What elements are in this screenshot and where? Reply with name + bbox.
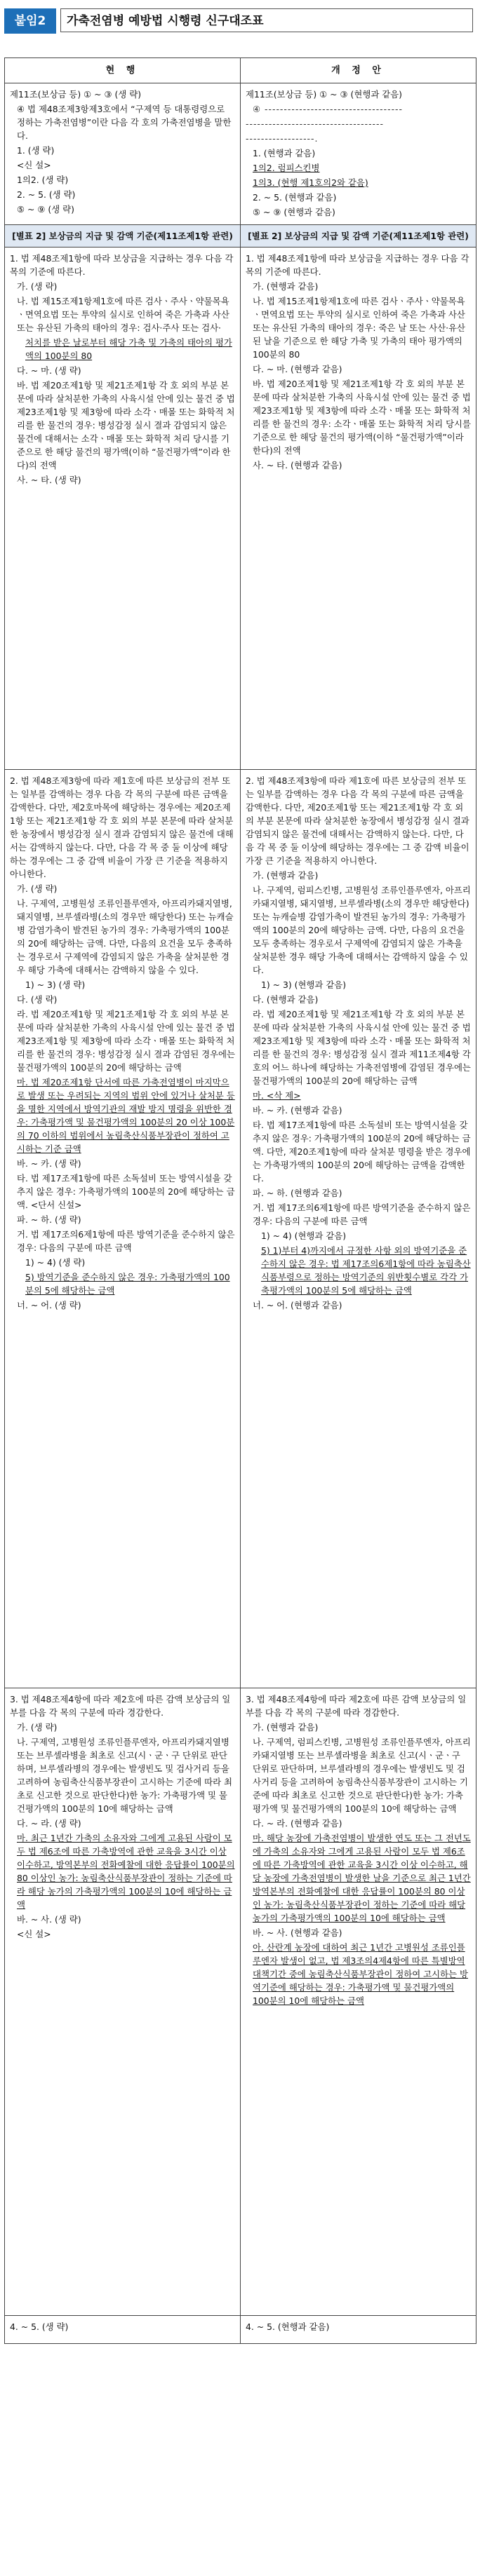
section-header-row [5,225,476,248]
list-item: 다. (현행과 같음) [253,994,319,1005]
list-item: 2. 법 제48조제3항에 따라 제1호에 따른 보상금의 전부 또는 일부를 감액하는 경우 다음 각 목의 구분에 따른 금액을 감액한다. 다만, 제20조제1항 또는 제21조제1항 각 호 외의 부분 본문에 따라 살처분한 농장에서 병성감정 실시 결과 감염되지 않은 물건에 대해서는 감액하지 않는다. 다만, 다음 각 목 중 둘 이상에 해당하는 경우에는 그 중 감액 비율이 가장 큰 기준을 적용하지 아니한다. [246,775,469,866]
paragraph-continuation: ------------------------------------ [246,118,384,129]
list-item: 나. 법 제15조제1항제1호에 따른 검사ㆍ주사ㆍ약물목욕ㆍ면역요법 또는 투약의 실시로 인하여 죽은 가축과 사산 또는 유산된 가축의 태아의 경우: 죽은 날 또는 사산·유산된 날을 기준으로 한 해당 가축 및 가축의 태아 평가액의 100분의 80 [253,296,465,360]
paragraph-continuation: ------------------. [246,133,319,144]
list-item: 사. ~ 타. (생 략) [17,475,81,485]
list-item: 마. 법 제20조제1항 단서에 따른 가축전염병이 마지막으로 발생 또는 우려되는 지역의 범위 안에 있거나 살처분 등을 명한 지역에서 방역기관의 재발 방지 명령을 위반한 경우: 가축평가액 및 물건평가액의 100분의 20 이상 100분의 70 이하의 범위에서 농림축산식품부장관이 정하여 고시하는 기준 금액 [17,1077,235,1154]
item: 1. (생 략) [17,145,55,156]
list-item: 아. 산란계 농장에 대하여 최근 1년간 고병원성 조류인플루엔자 발생이 없고, 법 제3조의4제4항에 따른 특별방역대책기간 중에 농림축산식품부장관이 정하여 고시하는 방역기준에 해당하는 경우: 가축평가액 및 물건평가액의 100분의 10에 해당하는 금액 [253,1942,468,2006]
revised-cell [241,1688,476,2316]
item: 2. ~ 5. (생 략) [17,189,76,200]
attachment-tag: 붙임2 [4,8,56,34]
table-row [5,770,476,1688]
list-item: 다. ~ 마. (생 략) [17,365,81,376]
current-cell [5,2316,241,2344]
list-item: 나. 구제역, 럼피스킨병, 고병원성 조류인플루엔자, 아프리카돼지열병, 돼지열병, 브루셀라병(소의 경우만 해당한다) 또는 뉴캐슬병 감염가축이 발견된 농가의 경우: 가축평가액의 100분의 20에 해당하는 금액. 다만, 다음의 요건을 모두 충족하는 경우로서 구제역에 감염되지 않은 가축을 살처분한 경우 해당 가축에 대해서는 감액하지 않을 수 있다. [253,885,471,975]
current-cell [5,83,241,225]
list-item: 가. (현행과 같음) [253,281,319,292]
document-title: 가축전염병 예방법 시행령 신구대조표 [60,8,473,32]
list-item: 나. 구제역, 고병원성 조류인플루엔자, 아프리카돼지열병, 돼지열병, 브루셀라병(소의 경우만 해당한다) 또는 뉴캐슬병 감염가축이 발견된 농가의 경우: 가축평가액의 100분의 20에 해당하는 금액. 다만, 다음의 요건을 모두 충족하는 경우로서 구제역에 감염되지 않은 가축을 살처분한 경우 해당 가축에 대해서는 감액하지 않을 수 있다. [17,898,234,975]
list-item: 5) 1)부터 4)까지에서 규정한 사항 외의 방역기준을 준수하지 않은 경우: 법 제17조의6제1항에 따라 농림축산식품부령으로 정하는 방역기준의 위반횟수별로 각각 가축평가액의 100분의 5에 해당하는 금액 [261,1245,471,1296]
list-item: 사. ~ 타. (현행과 같음) [253,460,342,470]
list-item: 라. 법 제20조제1항 및 제21조제1항 각 호 외의 부분 본문에 따라 살처분한 가축의 사육시설 안에 있는 물건 중 법 제23조제1항 및 제3항에 따라 소각ㆍ매몰 또는 화학적 처리를 한 물건의 경우: 병성감정 실시 결과 감염된 경우에는 물건평가액의 100분의 20에 해당하는 금액 [17,1009,235,1073]
current-cell [5,770,241,1688]
list-item: 바. ~ 카. (생 략) [17,1158,81,1169]
item: 1의2. (생 략) [17,175,69,185]
table-row [5,2316,476,2344]
list-item: 1) ~ 4) (생 략) [25,1257,86,1268]
list-item: 가. (생 략) [17,281,58,292]
list-item: 마. 해당 농장에 가축전염병이 발생한 연도 또는 그 전년도에 가축의 소유자와 그에게 고용된 사람이 모두 법 제6조에 따른 가축방역에 관한 교육을 3시간 이상 이수하고, 해당 농장에 가축전염병이 발생한 날을 기준으로 최근 1년간 방역본부의 전화예찰에 대한 응답률이 100분의 80 이상인 농가: 농림축산식품부장관이 정하는 기준에 따라 해당 농가의 가축평가액의 100분의 10에 해당하는 금액 [253,1833,471,1923]
table-row [5,248,476,770]
list-item: 마. 최근 1년간 가축의 소유자와 그에게 고용된 사람이 모두 법 제6조에 따른 가축방역에 관한 교육을 3시간 이상 이수하고, 방역본부의 전화예찰에 대한 응답률이 100분의 80 이상인 농가: 농림축산식품부장관이 정하는 기준에 따라 해당 농가의 가축평가액의 100분의 10에 해당하는 금액 [17,1833,235,1910]
list-item: 나. 구제역, 럼피스킨병, 고병원성 조류인플루엔자, 아프리카돼지열병 또는 브루셀라병을 최초로 신고(시ㆍ군ㆍ구 단위로 판단하며, 브루셀라병의 경우에는 발생빈도 및 검사거리 등을 고려하여 농림축산식품부장관이 고시하는 기준에 따라 최초로 신고한 것으로 판단한다)한 농가: 가축평가액 및 물건평가액의 100분의 10에 해당하는 금액 [253,1737,471,1814]
table-row [5,83,476,225]
list-item: 1) ~ 4) (현행과 같음) [261,1231,347,1241]
list-item: 너. ~ 어. (현행과 같음) [253,1300,342,1310]
list-item: 바. 법 제20조제1항 및 제21조제1항 각 호 외의 부분 본문에 따라 살처분한 가축의 사육시설 안에 있는 물건 중 법 제23조제1항 및 제3항에 따라 소각ㆍ매몰 또는 화학적 처리를 한 물건의 경우: 병성감정 실시 결과 감염되지 않은 물건에 대해서는 소각ㆍ매몰 또는 화학적 처리 당시를 기준으로 한 해당 물건의 평가액(이하 “물건평가액”이라 한다)의 전액 [17,380,235,470]
item: 1의3. (현행 제1호의2와 같음) [253,177,368,188]
list-item: 나. 법 제15조제1항제1호에 따른 검사ㆍ주사ㆍ약물목욕ㆍ면역요법 또는 투약의 실시로 인하여 죽은 가축과 사산 또는 유산된 가축의 태아의 경우: 검사·주사 또는 검사· [17,296,229,333]
item: 1. (현행과 같음) [253,148,316,158]
list-item: 너. ~ 어. (생 략) [17,1300,81,1310]
list-item: 다. ~ 라. (생 략) [17,1818,81,1829]
revised-cell [241,83,476,225]
item: 1의2. 럼피스킨병 [253,163,320,173]
article-heading: 제11조(보상금 등) ① ~ ③ (생 략) [10,89,142,100]
list-item: 바. 법 제20조제1항 및 제21조제1항 각 호 외의 부분 본문에 따라 살처분한 가축의 사육시설 안에 있는 물건 중 법 제23조제1항 및 제3항에 따라 소각ㆍ매몰 또는 화학적 처리를 한 물건의 경우: 소각ㆍ매몰 또는 화학적 처리 당시를 기준으로 한 해당 물건의 평가액(이하 “물건평가액”이라 한다)의 전액 [253,379,471,456]
list-item: 나. 구제역, 고병원성 조류인플루엔자, 아프리카돼지열병 또는 브루셀라병을 최초로 신고(시ㆍ군ㆍ구 단위로 판단하며, 브루셀라병의 경우에는 발생빈도 및 검사거리 등을 고려하여 농림축산식품부장관이 고시하는 기준에 따라 최초로 신고한 것으로 판단한다)한 농가: 가축평가액 및 물건평가액의 100분의 10에 해당하는 금액 [17,1737,232,1814]
list-item: 거. 법 제17조의6제1항에 따른 방역기준을 준수하지 않은 경우: 다음의 구분에 따른 금액 [17,1229,235,1253]
document-header [4,6,476,36]
list-item: 3. 법 제48조제4항에 따라 제2호에 따른 감액 보상금의 일부를 다음 각 목의 구분에 따라 경감한다. [10,1694,231,1718]
section-title-revised: [별표 2] 보상금의 지급 및 감액 기준(제11조제1항 관련) [241,225,476,248]
current-cell [5,1688,241,2316]
revised-cell [241,770,476,1688]
list-item: 1. 법 제48조제1항에 따라 보상금을 지급하는 경우 다음 각 목의 기준에 따른다. [10,253,234,277]
list-item: 타. 법 제17조제1항에 따른 소독설비 또는 방역시설을 갖추지 않은 경우: 가축평가액의 100분의 20에 해당하는 금액. <단서 신설> [17,1173,235,1210]
list-item: 바. ~ 사. (현행과 같음) [253,1927,342,1938]
list-item: 1) ~ 3) (현행과 같음) [261,979,347,990]
list-item: 다. (생 략) [17,994,58,1005]
list-item: 파. ~ 하. (현행과 같음) [253,1188,342,1198]
revised-cell [241,2316,476,2344]
paragraph: ④ 법 제48조제3항제3호에서 “구제역 등 대통령령으로 정하는 가축전염병”이란 다음 각 호의 가축전염병을 말한다. [17,104,232,141]
item: <신 설> [17,160,51,170]
current-cell [5,248,241,770]
item: ⑤ ~ ⑨ (현행과 같음) [253,207,335,217]
list-item: 가. (생 략) [17,1722,58,1733]
section-title-current: [별표 2] 보상금의 지급 및 감액 기준(제11조제1항 관련) [5,225,241,248]
list-item: 3. 법 제48조제4항에 따라 제2호에 따른 감액 보상금의 일부를 다음 각 목의 구분에 따라 경감한다. [246,1694,467,1718]
list-item: 거. 법 제17조의6제1항에 따른 방역기준을 준수하지 않은 경우: 다음의 구분에 따른 금액 [253,1202,471,1226]
list-item: 가. (현행과 같음) [253,870,319,881]
column-header-current: 현 행 [5,58,241,83]
table-row [5,1688,476,2316]
list-item: 2. 법 제48조제3항에 따라 제1호에 따른 보상금의 전부 또는 일부를 감액하는 경우 다음 각 목의 구분에 따른 금액을 감액한다. 다만, 제2호마목에 해당하는 경우에는 제20조제1항 또는 제21조제1항 각 호 외의 부분 본문에 따라 살처분한 농장에서 병성감정 실시 결과 감염되지 않은 물건에 대해서는 감액하지 않는다. 다만, 다음 각 목 중 둘 이상에 해당하는 경우에는 그 중 감액 비율이 가장 큰 기준을 적용하지 아니한다. [10,775,234,879]
list-item: <신 설> [17,1929,51,1939]
list-item: 타. 법 제17조제1항에 따른 소독설비 또는 방역시설을 갖추지 않은 경우: 가축평가액의 100분의 20에 해당하는 금액. 다만, 제20조제1항에 따라 살처분 명령을 받은 경우에는 가축평가액의 100분의 20에 해당하는 금액을 감액한다. [253,1120,471,1184]
list-item: 다. ~ 마. (현행과 같음) [253,364,342,374]
list-item: 5) 방역기준을 준수하지 않은 경우: 가축평가액의 100분의 5에 해당하는 금액 [25,1272,230,1296]
list-item: 마. <삭 제> [253,1090,301,1101]
list-item: 처치를 받은 날로부터 해당 가축 및 가축의 태아의 평가액의 100분의 80 [25,337,232,361]
list-item: 파. ~ 하. (생 략) [17,1214,81,1225]
column-header-revised: 개 정 안 [241,58,476,83]
paragraph: ④ ------------------------------------ [253,104,404,114]
revised-cell [241,248,476,770]
list-item: 바. ~ 카. (현행과 같음) [253,1105,342,1116]
list-item: 다. ~ 라. (현행과 같음) [253,1818,342,1829]
item: ⑤ ~ ⑨ (생 략) [17,204,74,215]
list-item: 1. 법 제48조제1항에 따라 보상금을 지급하는 경우 다음 각 목의 기준에 따른다. [246,253,469,277]
list-item: 바. ~ 사. (생 략) [17,1914,81,1925]
list-item: 가. (생 략) [17,883,58,894]
list-item: 라. 법 제20조제1항 및 제21조제1항 각 호 외의 부분 본문에 따라 살처분한 가축의 사육시설 안에 있는 물건 중 법 제23조제1항 및 제3항에 따라 소각ㆍ매몰 또는 화학적 처리를 한 물건의 경우: 병성감정 실시 결과 제11조제4항 각 호의 어느 하나에 해당하는 가축전염병에 감염된 경우에는 물건평가액의 100분의 20에 해당하는 금액 [253,1009,471,1086]
list-item: 가. (현행과 같음) [253,1722,319,1733]
article-heading: 제11조(보상금 등) ① ~ ③ (현행과 같음) [246,89,402,100]
list-item: 1) ~ 3) (생 략) [25,979,86,990]
item: 2. ~ 5. (현행과 같음) [253,192,337,203]
list-item: 4. ~ 5. (현행과 같음) [246,2321,330,2332]
comparison-table [4,57,476,2344]
list-item: 4. ~ 5. (생 략) [10,2321,69,2332]
